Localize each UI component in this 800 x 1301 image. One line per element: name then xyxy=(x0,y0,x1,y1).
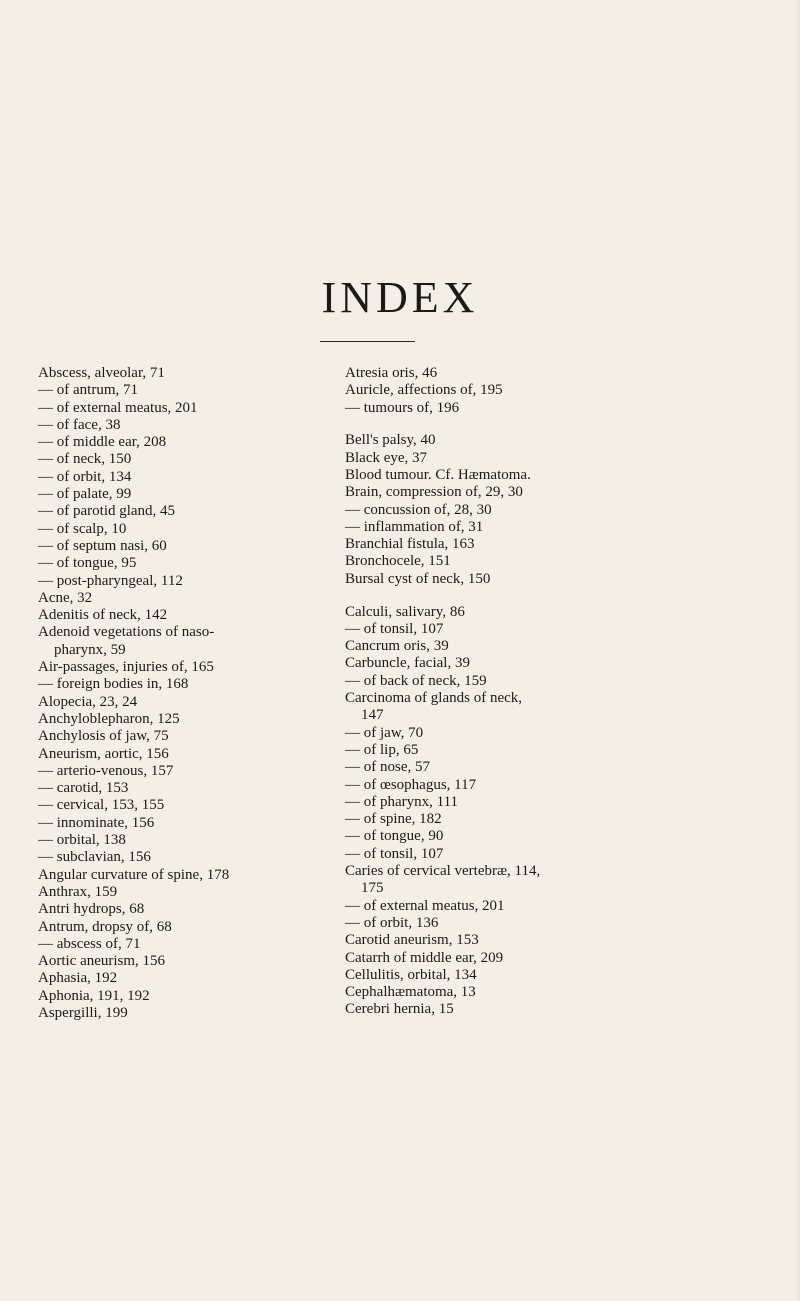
index-entry: — subclavian, 156 xyxy=(38,849,151,866)
index-entry: Catarrh of middle ear, 209 xyxy=(345,949,504,966)
section-gap xyxy=(345,417,645,433)
index-entry: Branchial fistula, 163 xyxy=(345,536,475,553)
index-entry: Adenoid vegetations of naso- xyxy=(38,624,215,641)
index-entry: — of orbit, 136 xyxy=(345,914,439,931)
index-entry: — of antrum, 71 xyxy=(38,382,138,399)
index-entry: Aneurism, aortic, 156 xyxy=(38,745,169,762)
index-entry: Bronchocele, 151 xyxy=(345,553,451,570)
index-entry: — of tongue, 90 xyxy=(345,828,444,845)
index-entry: 147 xyxy=(361,707,384,724)
index-entry: Black eye, 37 xyxy=(345,449,428,466)
index-entry: Acne, 32 xyxy=(38,589,93,606)
index-entry: — of septum nasi, 60 xyxy=(38,537,167,554)
index-entry: — of palate, 99 xyxy=(38,486,132,503)
index-entry: Anthrax, 159 xyxy=(38,883,118,900)
page-title: INDEX xyxy=(321,273,479,322)
index-entry: Cerebri hernia, 15 xyxy=(345,1001,454,1018)
index-entry: — of spine, 182 xyxy=(345,811,442,828)
index-entry: — of jaw, 70 xyxy=(345,724,424,741)
index-entry: — foreign bodies in, 168 xyxy=(38,676,189,693)
index-entry: Bell's palsy, 40 xyxy=(345,432,436,449)
index-entry: — orbital, 138 xyxy=(38,832,126,849)
index-entry: Carbuncle, facial, 39 xyxy=(345,655,470,672)
index-entry: pharynx, 59 xyxy=(54,641,126,658)
index-entry: — of tonsil, 107 xyxy=(345,845,444,862)
index-column-left xyxy=(38,365,338,1022)
index-entry: Aphasia, 192 xyxy=(38,970,118,987)
index-entry: — innominate, 156 xyxy=(38,814,155,831)
index-column-right xyxy=(345,365,645,1019)
index-entry: — tumours of, 196 xyxy=(345,399,460,416)
index-entry: Cephalhæmatoma, 13 xyxy=(345,984,476,1001)
index-entry: Aspergilli, 199 xyxy=(38,1004,128,1021)
index-entry: 175 xyxy=(361,880,384,897)
index-entry: Aortic aneurism, 156 xyxy=(38,953,166,970)
index-entry: Cellulitis, orbital, 134 xyxy=(345,966,477,983)
index-entry: Auricle, affections of, 195 xyxy=(345,382,503,399)
index-entry: — of external meatus, 201 xyxy=(345,897,505,914)
index-entry: — of œsophagus, 117 xyxy=(345,776,477,793)
index-entry: — of back of neck, 159 xyxy=(345,672,487,689)
index-entry: Carcinoma of glands of neck, xyxy=(345,690,523,707)
index-entry: Blood tumour. Cf. Hæmatoma. xyxy=(345,466,531,483)
index-entry: — cervical, 153, 155 xyxy=(38,797,165,814)
index-entry: Bursal cyst of neck, 150 xyxy=(345,570,491,587)
index-entry: Air-passages, injuries of, 165 xyxy=(38,659,214,676)
index-entry: — abscess of, 71 xyxy=(38,935,141,952)
index-entry: Angular curvature of spine, 178 xyxy=(38,866,230,883)
index-entry: — inflammation of, 31 xyxy=(345,518,484,535)
index-entry: Abscess, alveolar, 71 xyxy=(38,365,165,381)
index-entry: Antri hydrops, 68 xyxy=(38,901,145,918)
index-entry: Atresia oris, 46 xyxy=(345,365,438,381)
index-entry: Antrum, dropsy of, 68 xyxy=(38,918,172,935)
index-entry: — of tongue, 95 xyxy=(38,555,137,572)
title-rule xyxy=(320,341,415,342)
index-entry: — of nose, 57 xyxy=(345,759,430,776)
index-entry: Anchylosis of jaw, 75 xyxy=(38,728,169,745)
index-entry: — of scalp, 10 xyxy=(38,520,127,537)
index-entry: Caries of cervical vertebræ, 114, xyxy=(345,863,541,880)
index-entry: Carotid aneurism, 153 xyxy=(345,932,479,949)
index-entry: — of neck, 150 xyxy=(38,451,132,468)
index-entry: Aphonia, 191, 192 xyxy=(38,987,150,1004)
index-entry: — of orbit, 134 xyxy=(38,468,132,485)
index-entry: — carotid, 153 xyxy=(38,780,129,797)
index-entry: — of external meatus, 201 xyxy=(38,399,198,416)
index-entry: Calculi, salivary, 86 xyxy=(345,603,465,620)
index-entry: Brain, compression of, 29, 30 xyxy=(345,484,523,501)
index-entry: Alopecia, 23, 24 xyxy=(38,693,138,710)
index-entry: — of parotid gland, 45 xyxy=(38,503,176,520)
page-edge-shadow xyxy=(794,0,800,1301)
index-entry: Anchyloblepharon, 125 xyxy=(38,710,180,727)
index-entry: — arterio-venous, 157 xyxy=(38,762,174,779)
index-entry: Adenitis of neck, 142 xyxy=(38,607,168,624)
section-gap xyxy=(345,588,645,604)
index-entry: — of tonsil, 107 xyxy=(345,620,444,637)
index-entry: — of face, 38 xyxy=(38,416,121,433)
index-entry: — of lip, 65 xyxy=(345,741,419,758)
index-entry: — of middle ear, 208 xyxy=(38,434,167,451)
index-entry: — concussion of, 28, 30 xyxy=(345,501,492,518)
index-entry: Cancrum oris, 39 xyxy=(345,638,449,655)
index-entry: — post-pharyngeal, 112 xyxy=(38,572,183,589)
index-entry: — of pharynx, 111 xyxy=(345,793,459,810)
